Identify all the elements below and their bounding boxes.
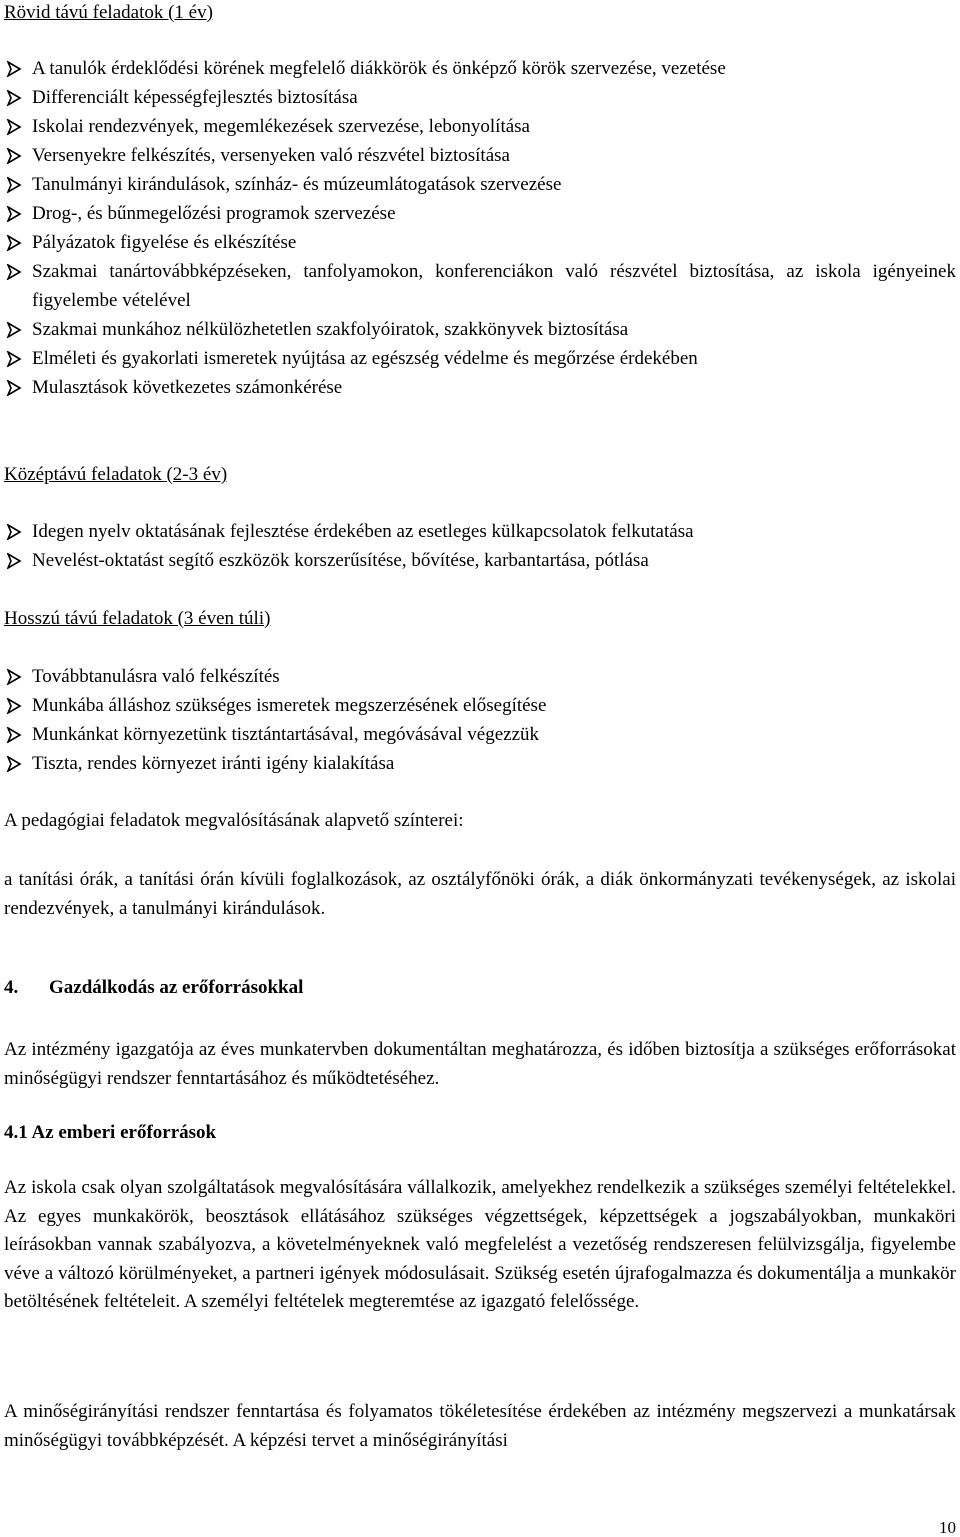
arrow-bullet-icon — [6, 90, 22, 106]
arrow-bullet-icon — [6, 148, 22, 164]
list-item: Pályázatok figyelése és elkészítése — [0, 228, 956, 257]
page-number: 10 — [939, 1518, 956, 1537]
venues-heading: A pedagógiai feladatok megvalósításának alapvető színterei: — [4, 810, 464, 831]
arrow-bullet-icon — [6, 756, 22, 772]
short-term-heading: Rövid távú feladatok (1 év) — [4, 2, 213, 23]
arrow-bullet-icon — [6, 235, 22, 251]
arrow-bullet-icon — [6, 322, 22, 338]
short-term-list — [0, 54, 956, 402]
list-item: Idegen nyelv oktatásának fejlesztése érdekében az esetleges külkapcsolatok felkutatása — [0, 517, 956, 546]
arrow-bullet-icon — [6, 524, 22, 540]
section-4-title — [4, 975, 303, 1001]
long-term-heading: Hosszú távú feladatok (3 éven túli) — [4, 608, 271, 629]
mid-term-list — [0, 517, 956, 575]
mid-term-heading: Középtávú feladatok (2-3 év) — [4, 464, 228, 485]
list-item: Versenyekre felkészítés, versenyeken való részvétel biztosítása — [0, 141, 956, 170]
arrow-bullet-icon — [6, 351, 22, 367]
list-item: Iskolai rendezvények, megemlékezések szervezése, lebonyolítása — [0, 112, 956, 141]
section-number: 4. — [4, 977, 19, 998]
arrow-bullet-icon — [6, 669, 22, 685]
list-item: Továbbtanulásra való felkészítés — [0, 662, 956, 691]
section-4-1-title: 4.1 Az emberi erőforrások — [4, 1122, 217, 1143]
list-item: Szakmai munkához nélkülözhetetlen szakfolyóiratok, szakkönyvek biztosítása — [0, 315, 956, 344]
list-item: Szakmai tanártovábbképzéseken, tanfolyamokon, konferenciákon való részvétel biztosítása, az iskola igényeinek figyelembe vételével — [0, 257, 956, 315]
arrow-bullet-icon — [6, 698, 22, 714]
list-item: Munkánkat környezetünk tisztántartásával, megóvásával végezzük — [0, 720, 956, 749]
list-item: Tanulmányi kirándulások, színház- és múzeumlátogatások szervezése — [0, 170, 956, 199]
venues-text: a tanítási órák, a tanítási órán kívüli foglalkozások, az osztályfőnöki órák, a diák önkormányzati tevékenységek, az iskolai rendezvények, a tanulmányi kirándulások. — [4, 869, 956, 919]
section-4-1-paragraph-2: A minőségirányítási rendszer fenntartása és folyamatos tökéletesítése érdekében az intézmény megszervezi a munkatársak minőségügyi továbbképzését. A képzési tervet a minőségirányítási — [4, 1401, 956, 1451]
arrow-bullet-icon — [6, 727, 22, 743]
arrow-bullet-icon — [6, 553, 22, 569]
arrow-bullet-icon — [6, 206, 22, 222]
long-term-list — [0, 662, 956, 778]
arrow-bullet-icon — [6, 61, 22, 77]
list-item: A tanulók érdeklődési körének megfelelő diákkörök és önképző körök szervezése, vezetése — [0, 54, 956, 83]
arrow-bullet-icon — [6, 177, 22, 193]
section-title-text: Gazdálkodás az erőforrásokkal — [49, 977, 304, 998]
list-item: Elméleti és gyakorlati ismeretek nyújtása az egészség védelme és megőrzése érdekében — [0, 344, 956, 373]
list-item: Tiszta, rendes környezet iránti igény kialakítása — [0, 749, 956, 778]
list-item: Mulasztások következetes számonkérése — [0, 373, 956, 402]
list-item: Differenciált képességfejlesztés biztosítása — [0, 83, 956, 112]
arrow-bullet-icon — [6, 264, 22, 280]
arrow-bullet-icon — [6, 119, 22, 135]
section-4-1-paragraph-1: Az iskola csak olyan szolgáltatások megvalósítására vállalkozik, amelyekhez rendelkezik a szükséges személyi feltételekkel. Az egyes munkakörök, beosztások ellátásához szükséges végzettségek, képzettségek a jogszabályokban, munkaköri leírásokban vannak szabályozva, a követelményeknek való megfelelést a vezetőség rendszeresen felülvizsgálja, figyelembe véve a változó körülményeket, a partneri igények módosulásait. Szükség esetén újrafogalmazza és dokumentálja a munkakör betöltésének feltételeit. A személyi feltételek megteremtése az igazgató felelőssége. — [4, 1177, 956, 1312]
section-4-text: Az intézmény igazgatója az éves munkatervben dokumentáltan meghatározza, és időben biztosítja a szükséges erőforrásokat minőségügyi rendszer fenntartásához és működtetéséhez. — [4, 1039, 956, 1089]
list-item: Munkába álláshoz szükséges ismeretek megszerzésének elősegítése — [0, 691, 956, 720]
list-item: Nevelést-oktatást segítő eszközök korszerűsítése, bővítése, karbantartása, pótlása — [0, 546, 956, 575]
arrow-bullet-icon — [6, 380, 22, 396]
list-item: Drog-, és bűnmegelőzési programok szervezése — [0, 199, 956, 228]
